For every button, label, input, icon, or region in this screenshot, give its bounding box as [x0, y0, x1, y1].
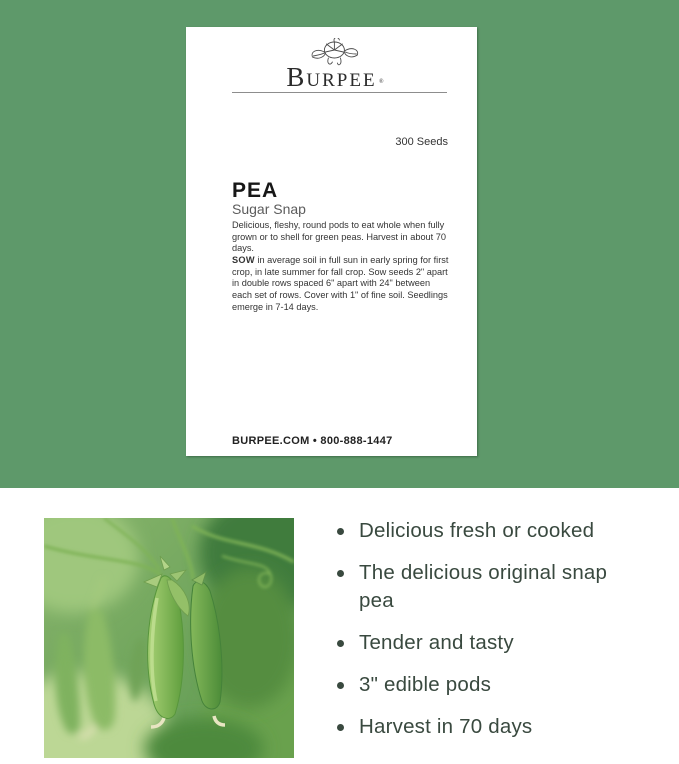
bullet-icon: [337, 528, 344, 535]
product-description: Delicious, fleshy, round pods to eat whole when fully grown or to shell for green peas. Harvest in about 70 days.: [232, 220, 446, 254]
bullet-icon: [337, 640, 344, 647]
feature-text: 3" edible pods: [359, 673, 492, 696]
variety-name: Sugar Snap: [232, 201, 306, 217]
bullet-icon: [337, 570, 344, 577]
feature-section: [0, 488, 679, 764]
feature-list: [337, 517, 637, 755]
burpee-logo: [186, 38, 477, 110]
bullet-icon: [337, 682, 344, 689]
sow-text: in average soil in full sun in early spring for first crop, in late summer for fall crop. Sow seeds 2" apart in double rows spaced 6" apart with 24" between each set of rows. Cover with 1" of fine soil. Seedlings emerge in 7-14 days.: [232, 255, 449, 312]
registered-mark: ®: [379, 79, 384, 85]
divider-line: [232, 92, 447, 93]
seed-count: 300 Seeds: [395, 136, 448, 148]
seed-packet-back: [186, 27, 477, 456]
feature-text: Tender and tasty: [359, 631, 514, 654]
sowing-instructions: [232, 255, 450, 314]
feature-item: [337, 517, 637, 545]
bullet-icon: [337, 724, 344, 731]
feature-item: [337, 713, 637, 741]
feature-text: Delicious fresh or cooked: [359, 519, 595, 542]
feature-item: [337, 559, 637, 615]
product-name: PEA: [232, 179, 279, 202]
feature-text: Harvest in 70 days: [359, 715, 533, 738]
feature-item: [337, 671, 637, 699]
pea-pods-photo: [44, 518, 294, 758]
brand-name: Burpee: [286, 62, 377, 92]
contact-info: BURPEE.COM • 800-888-1447: [232, 435, 393, 447]
sow-heading: SOW: [232, 255, 255, 265]
feature-text: The delicious original snap pea: [359, 561, 608, 612]
feature-item: [337, 629, 637, 657]
